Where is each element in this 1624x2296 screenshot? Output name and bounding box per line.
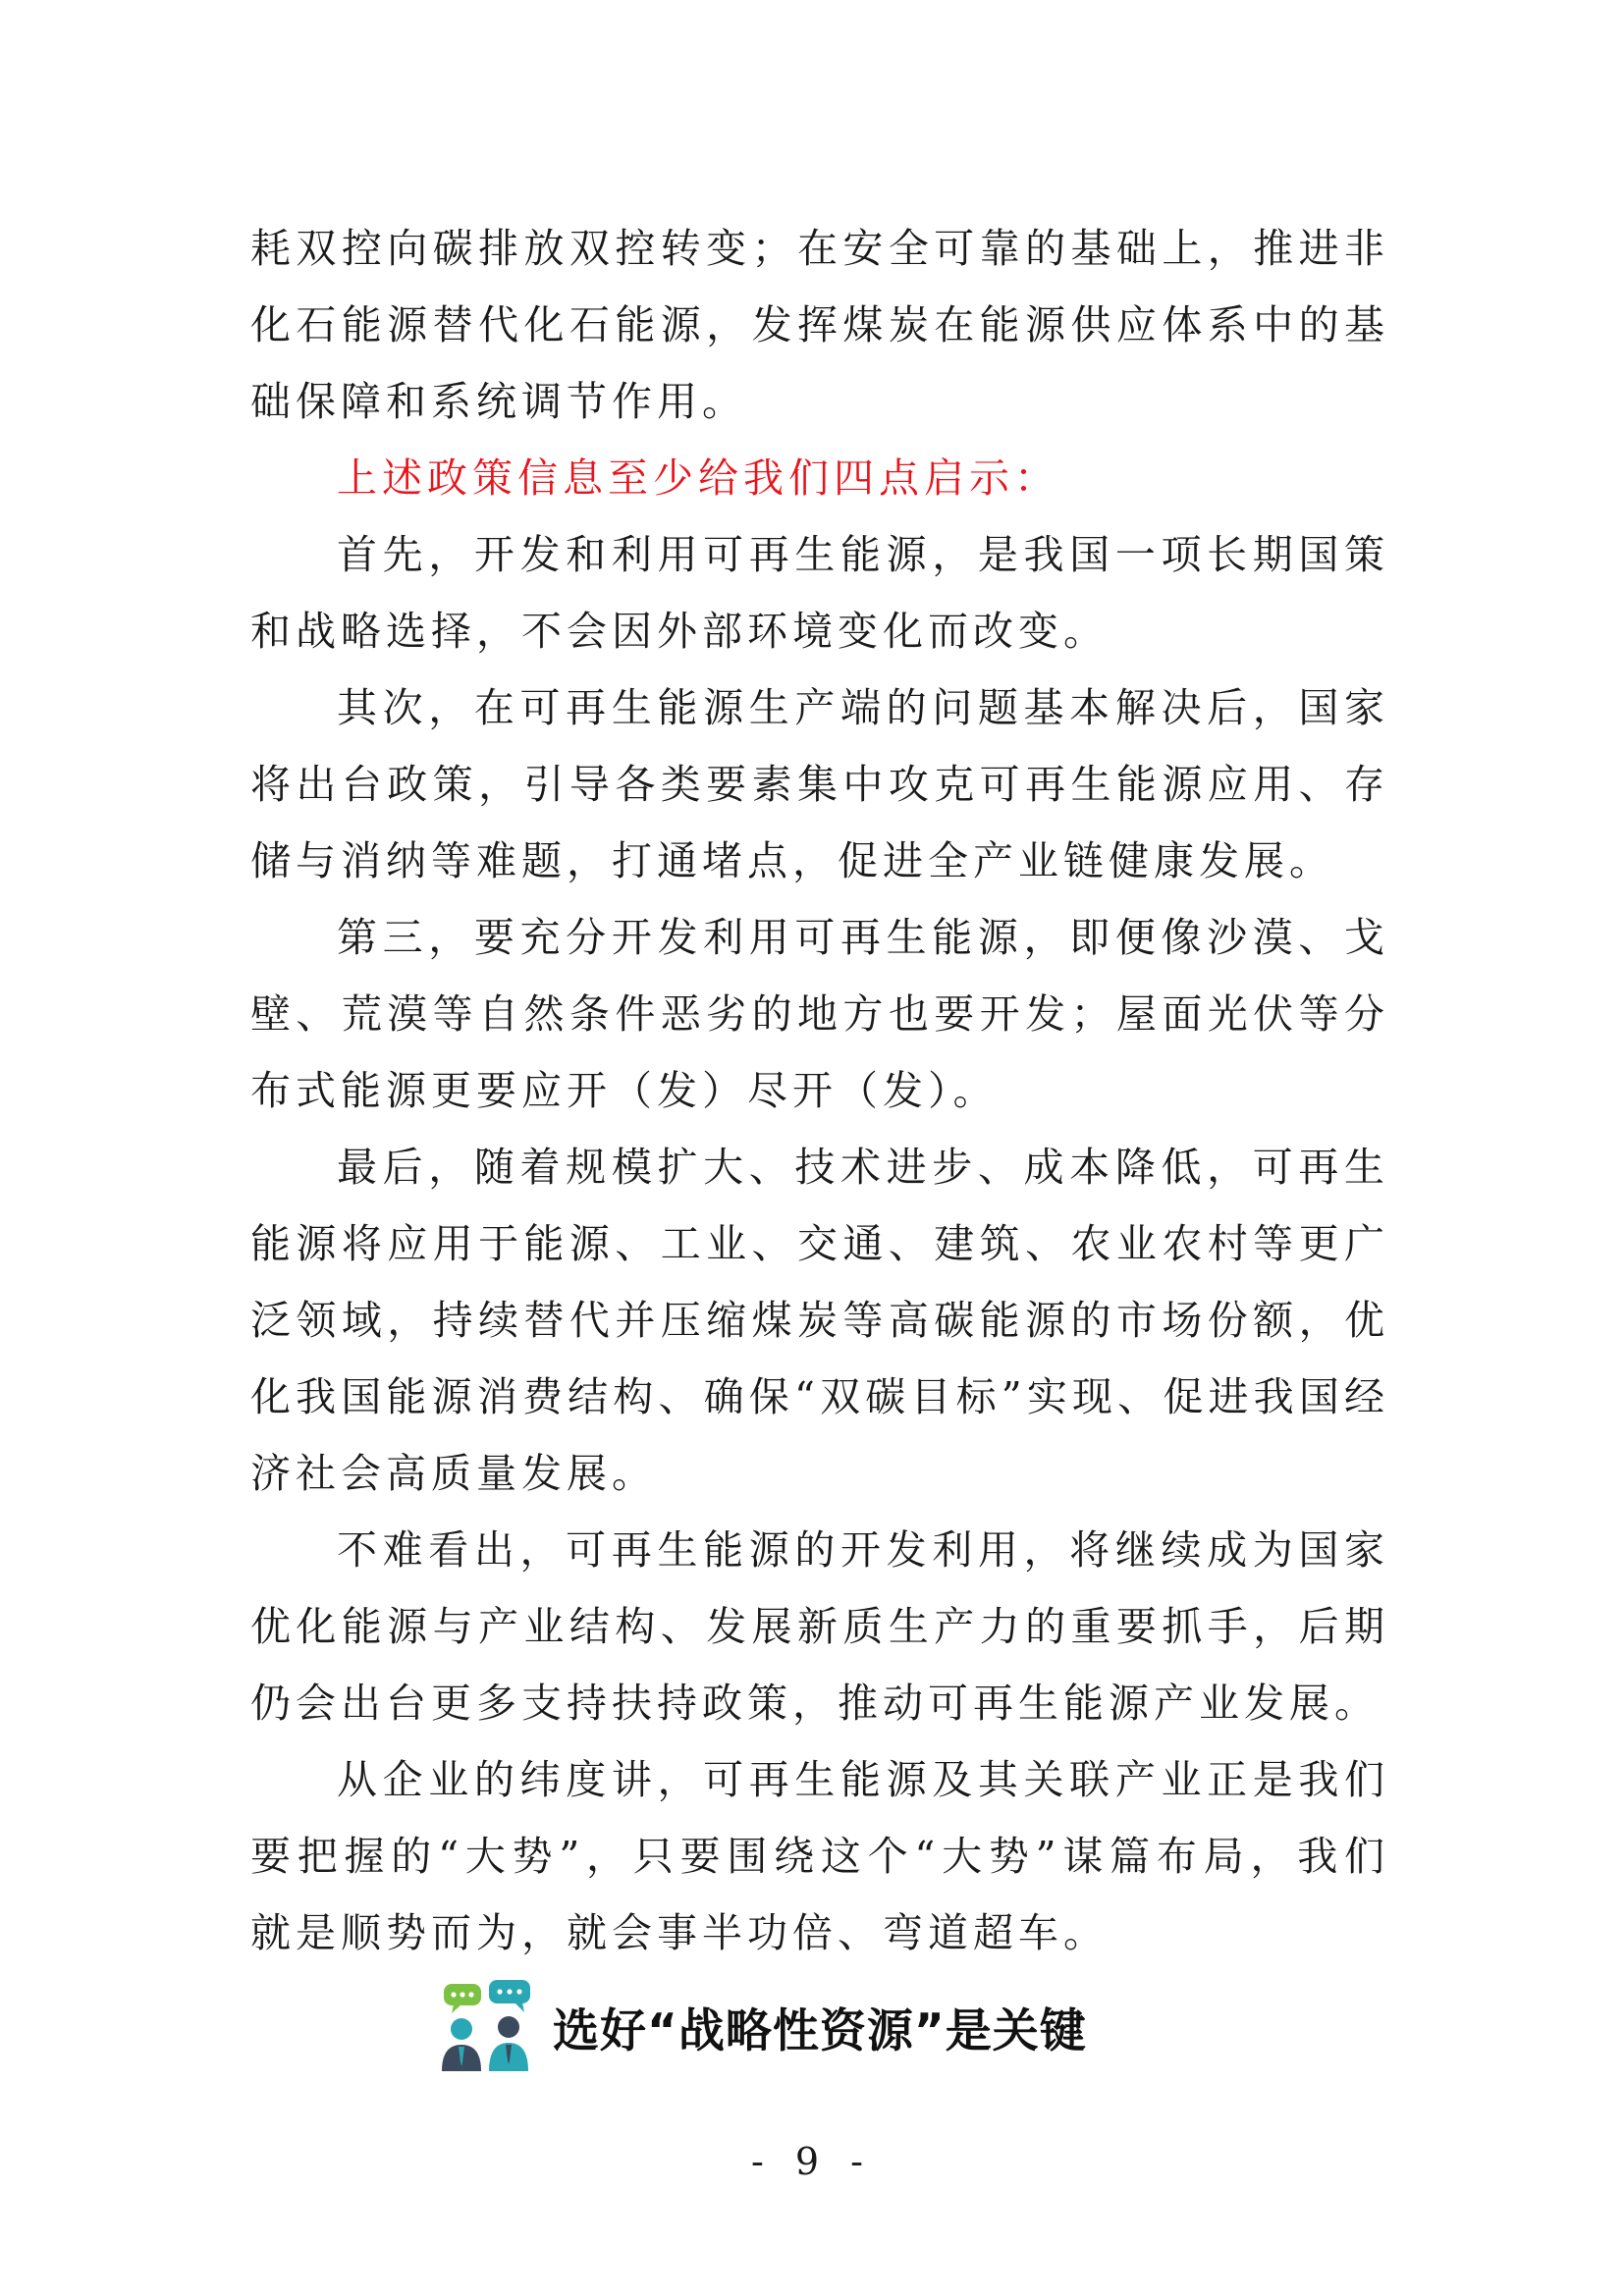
paragraph-continuation: 耗双控向碳排放双控转变；在安全可靠的基础上，推进非化石能源替代化石能源，发挥煤炭在能源供应体系中的基础保障和系统调节作用。 xyxy=(250,225,1389,425)
body-text xyxy=(250,210,1389,1971)
paragraph-fourth-insight: 最后，随着规模扩大、技术进步、成本降低，可再生能源将应用于能源、工业、交通、建筑、农业农村等更广泛领域，持续替代并压缩煤炭等高碳能源的市场份额，优化我国能源消费结构、确保“双碳目标”实现、促进我国经济社会高质量发展。 xyxy=(250,1144,1389,1497)
page-number: - 9 - xyxy=(750,2140,873,2183)
paragraph-second-insight: 其次，在可再生能源生产端的问题基本解决后，国家将出台政策，引导各类要素集中攻克可再生能源应用、存储与消纳等难题，打通堵点，促进全产业链健康发展。 xyxy=(250,684,1389,884)
paragraph-insights-intro: 上述政策信息至少给我们四点启示： xyxy=(337,454,1059,502)
paragraph-first-insight: 首先，开发和利用可再生能源，是我国一项长期国策和战略选择，不会因外部环境变化而改变。 xyxy=(250,531,1389,655)
section-heading xyxy=(432,1973,1218,2081)
section-heading-title: 选好“战略性资源”是关键 xyxy=(553,2003,1087,2058)
paragraph-third-insight: 第三，要充分开发利用可再生能源，即便像沙漠、戈壁、荒漠等自然条件恶劣的地方也要开发；屋面光伏等分布式能源更要应开（发）尽开（发）。 xyxy=(250,914,1389,1114)
paragraph-enterprise-view: 从企业的纬度讲，可再生能源及其关联产业正是我们要把握的“大势”，只要围绕这个“大势”谋篇布局，我们就是顺势而为，就会事半功倍、弯道超车。 xyxy=(250,1756,1389,1956)
people-discussion-icon xyxy=(432,1978,545,2076)
paragraph-summary: 不难看出，可再生能源的开发利用，将继续成为国家优化能源与产业结构、发展新质生产力的重要抓手，后期仍会出台更多支持扶持政策，推动可再生能源产业发展。 xyxy=(250,1526,1389,1727)
